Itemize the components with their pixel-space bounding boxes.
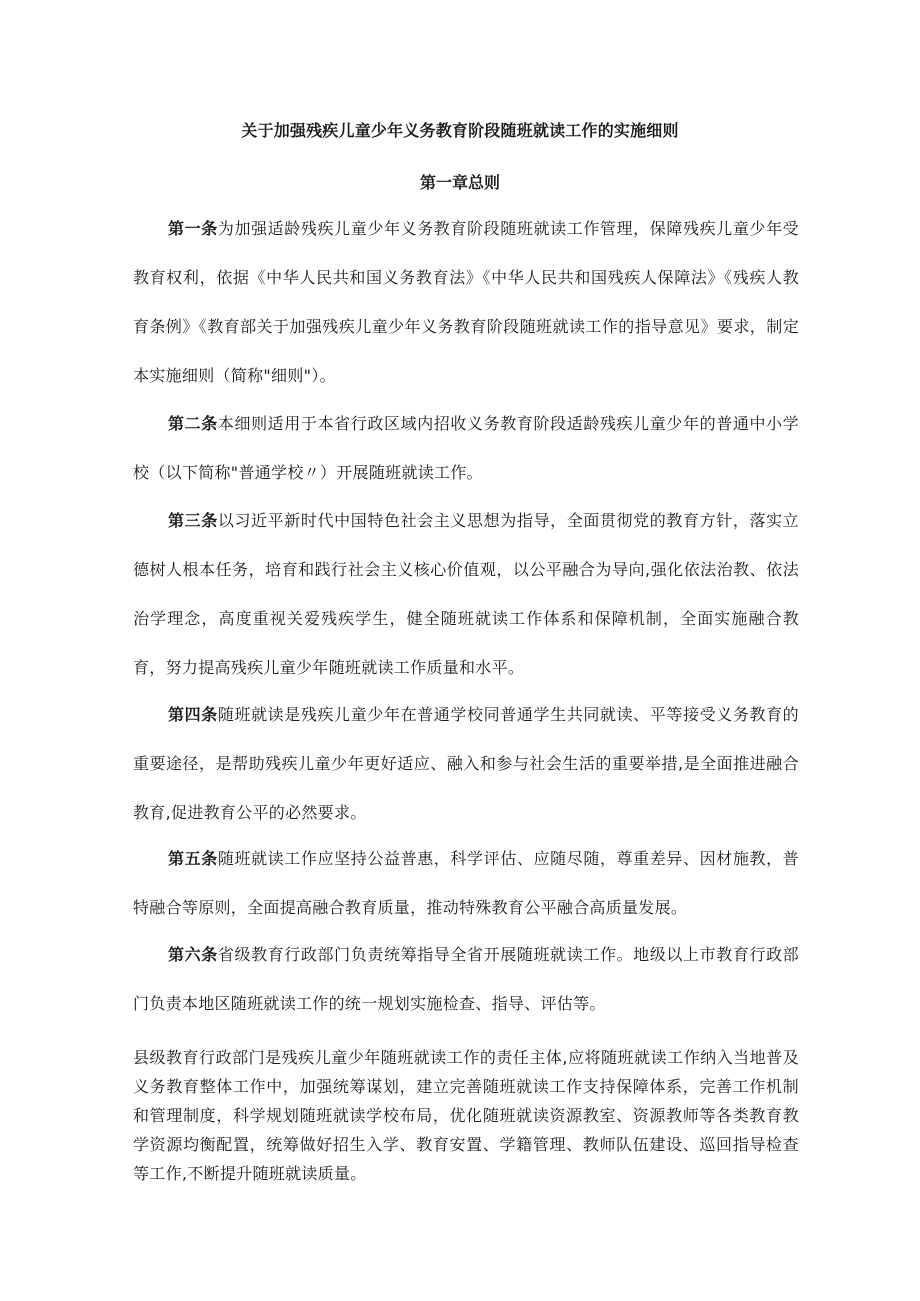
article-3 (133, 496, 799, 692)
article-text: 本细则适用于本省行政区域内招收义务教育阶段适龄残疾儿童少年的普通中小学校（以下简称"普通学校〃）开展随班就读工作。 (133, 414, 799, 482)
article-1 (133, 204, 799, 400)
article-text: 为加强适龄残疾儿童少年义务教育阶段随班就读工作管理，保障残疾儿童少年受教育权利，依据《中华人民共和国义务教育法》《中华人民共和国残疾人保障法》《残疾人教育条例》《教育部关于加强残疾儿童少年义务教育阶段随班就读工作的指导意见》要求，制定本实施细则（简称"细则"）。 (133, 219, 799, 385)
article-number: 第六条 (168, 945, 218, 964)
article-number: 第三条 (168, 511, 218, 530)
article-number: 第五条 (168, 849, 218, 868)
county-responsibility-paragraph: 县级教育行政部门是残疾儿童少年随班就读工作的责任主体,应将随班就读工作纳入当地普及义务教育整体工作中，加强统筹谋划，建立完善随班就读工作支持保障体系，完善工作机制和管理制度，科学规划随班就读学校布局，优化随班就读资源教室、资源教师等各类教育教学资源均衡配置，统筹做好招生入学、教育安置、学籍管理、教师队伍建设、巡回指导检查等工作,不断提升随班就读质量。 (133, 1048, 799, 1183)
article-number: 第四条 (168, 705, 218, 724)
article-text: 以习近平新时代中国特色社会主义思想为指导，全面贯彻党的教育方针，落实立德树人根本任务，培育和践行社会主义核心价值观，以公平融合为导向,强化依法治教、依法治学理念，高度重视关爱残疾学生，健全随班就读工作体系和保障机制，全面实施融合教育，努力提高残疾儿童少年随班就读工作质量和水平。 (133, 511, 799, 677)
article-text: 省级教育行政部门负责统筹指导全省开展随班就读工作。地级以上市教育行政部门负责本地区随班就读工作的统一规划实施检查、指导、评估等。 (133, 945, 799, 1013)
article-number: 第二条 (168, 414, 218, 433)
article-5 (133, 834, 799, 932)
chapter-title: 第一章总则 (419, 173, 500, 192)
article-2 (133, 399, 799, 497)
article-6 (133, 930, 799, 1028)
article-number: 第一条 (168, 219, 218, 238)
article-text: 随班就读工作应坚持公益普惠，科学评估、应随尽随，尊重差异、因材施教，普特融合等原则，全面提高融合教育质量，推动特殊教育公平融合高质量发展。 (133, 849, 799, 917)
article-4 (133, 690, 799, 837)
document-title: 关于加强残疾儿童少年义务教育阶段随班就读工作的实施细则 (241, 121, 679, 140)
article-text: 随班就读是残疾儿童少年在普通学校同普通学生共同就读、平等接受义务教育的重要途径，是帮助残疾儿童少年更好适应、融入和参与社会生活的重要举措,是全面推进融合教育,促进教育公平的必然要求。 (133, 705, 799, 822)
